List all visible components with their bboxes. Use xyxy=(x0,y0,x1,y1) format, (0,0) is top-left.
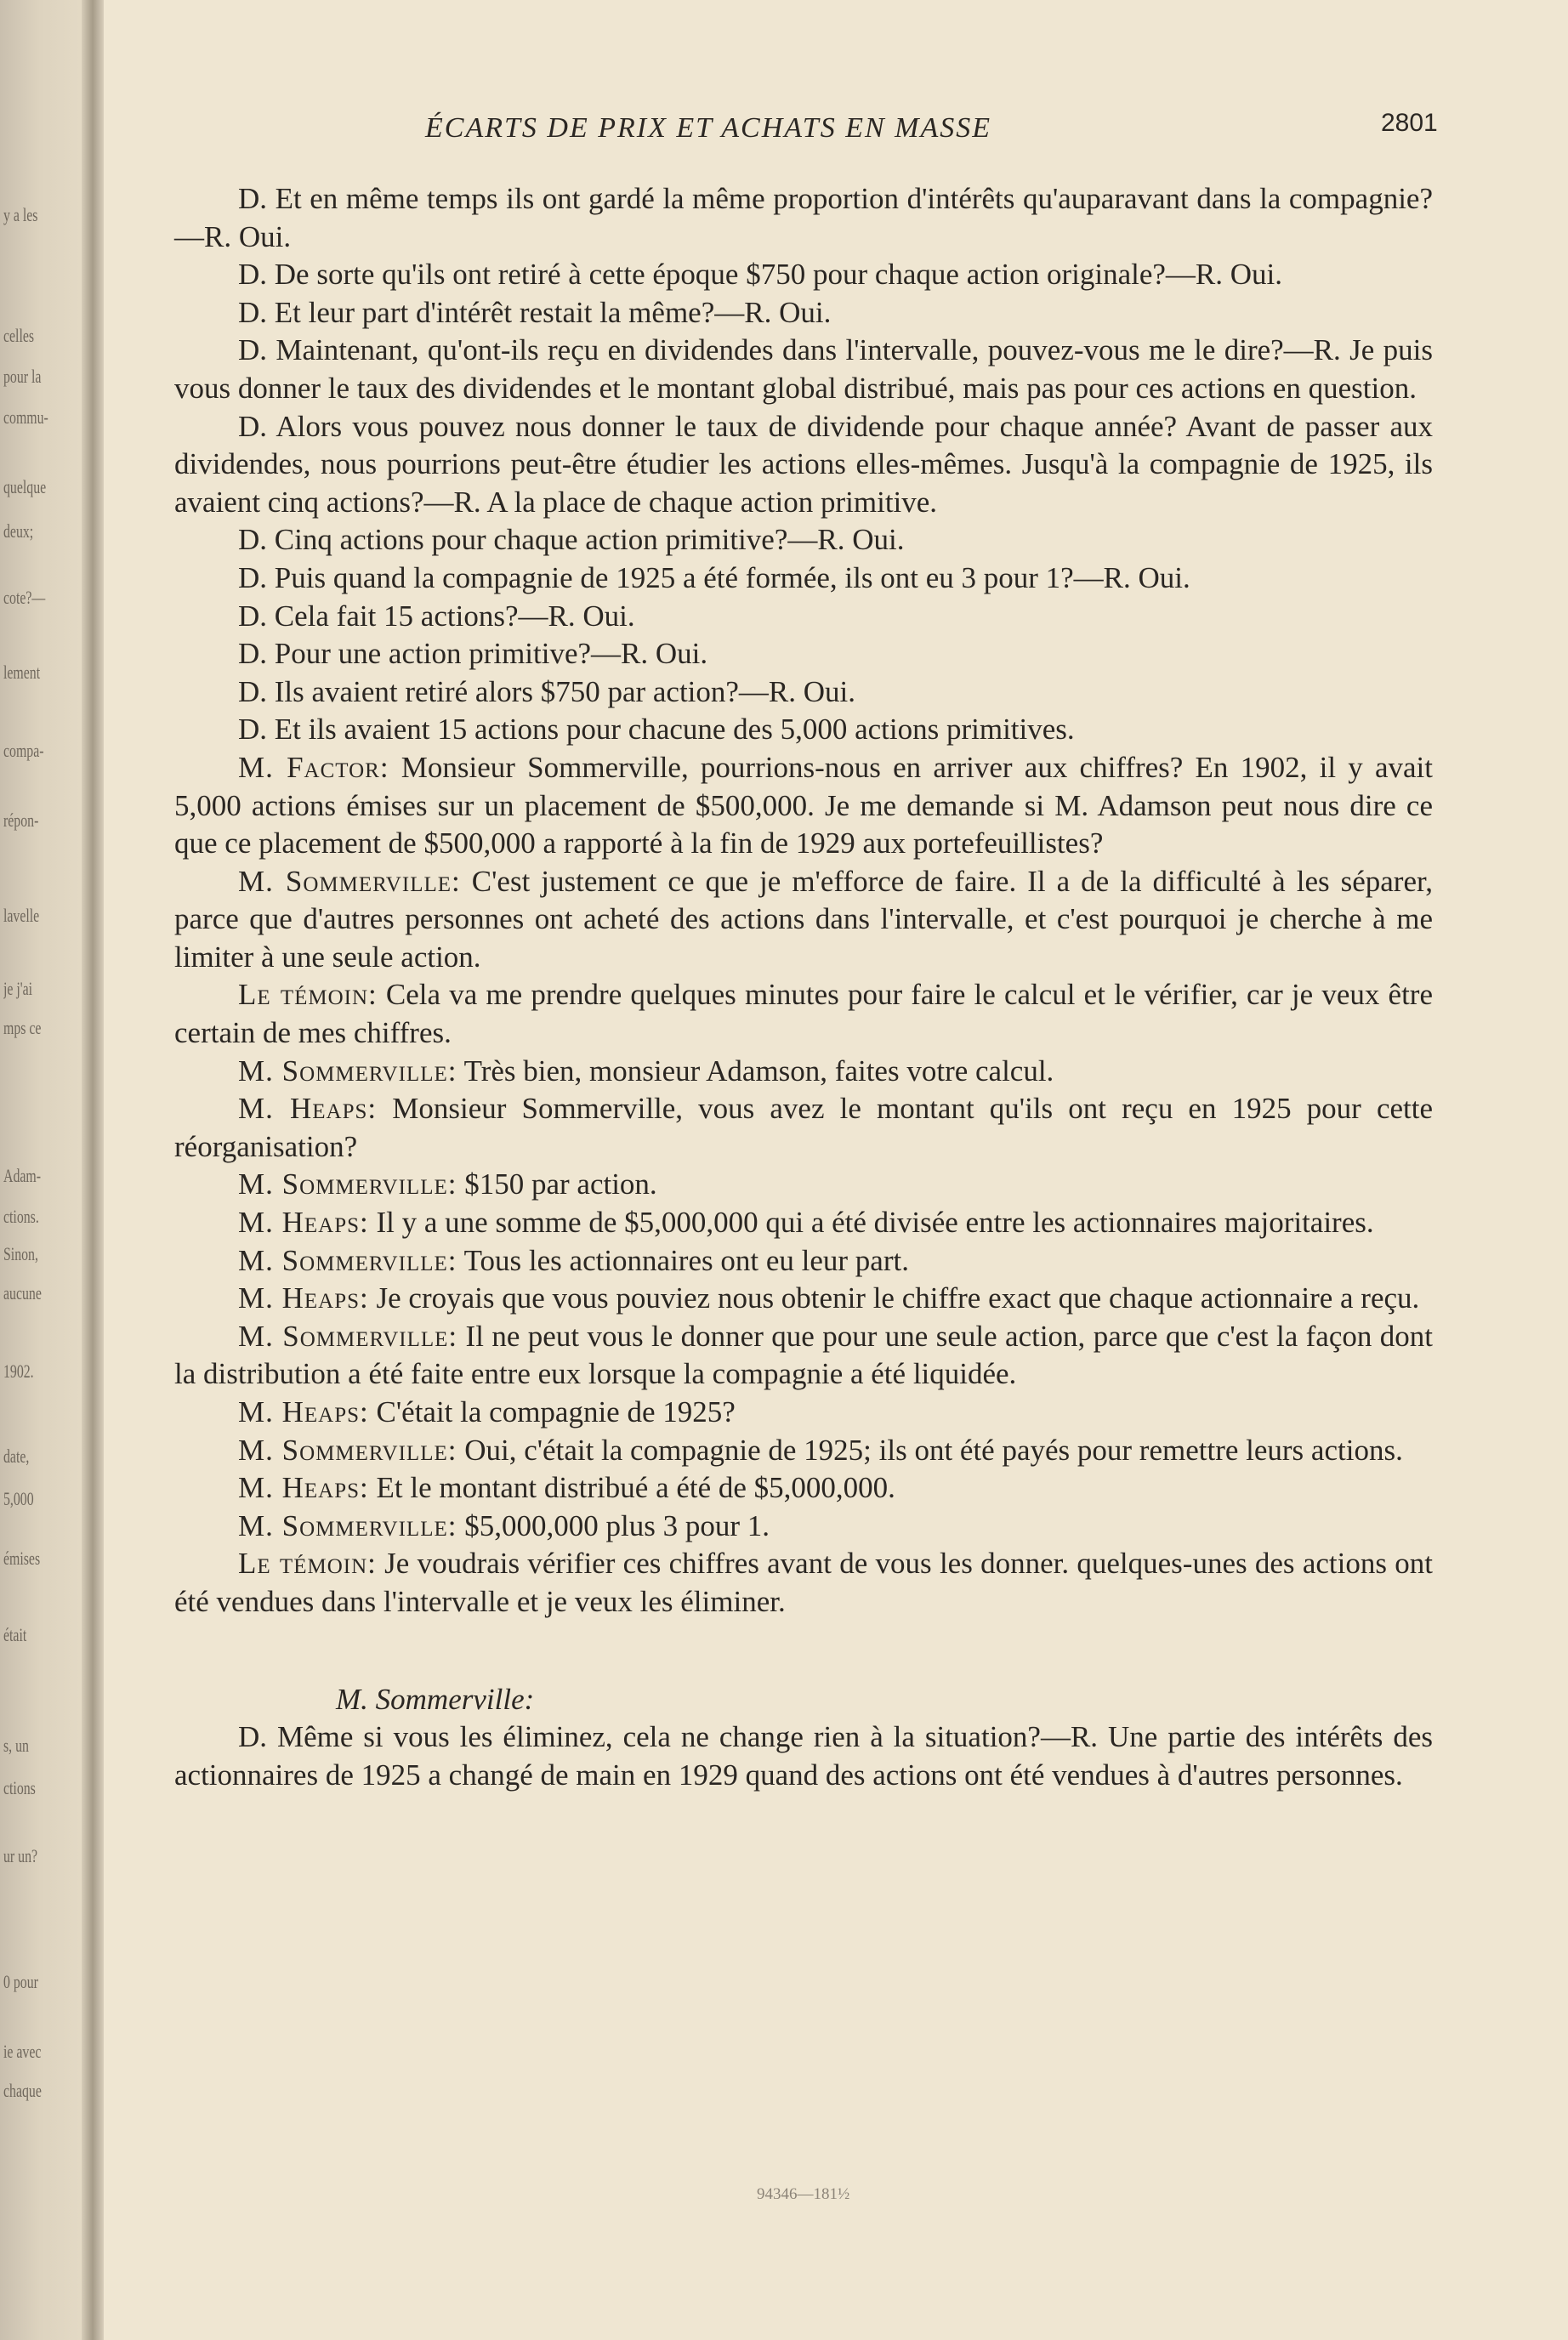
paragraph-text: D. Et ils avaient 15 actions pour chacune des 5,000 actions primitives. xyxy=(238,713,1075,747)
transcript-paragraph xyxy=(174,1204,1433,1242)
margin-fragment: 0 pour xyxy=(3,1971,38,1992)
paragraph-text: Je croyais que vous pouviez nous obtenir le chiffre exact que chaque actionnaire a reçu. xyxy=(376,1281,1420,1315)
margin-fragment: était xyxy=(3,1624,27,1645)
margin-fragment: pour la xyxy=(3,366,42,387)
paragraph-text: D. Cela fait 15 actions?—R. Oui. xyxy=(238,599,635,633)
transcript-paragraph xyxy=(174,863,1433,977)
transcript-paragraph xyxy=(174,294,1433,332)
speaker-name: M. Heaps: xyxy=(238,1092,378,1126)
transcript-paragraph xyxy=(174,1166,1433,1204)
transcript-paragraph xyxy=(174,749,1433,863)
paragraph-text: D. De sorte qu'ils ont retiré à cette époque $750 pour chaque action originale?—R. Oui. xyxy=(238,258,1283,292)
transcript-paragraph xyxy=(174,256,1433,294)
transcript-paragraph xyxy=(174,521,1433,559)
paragraph-text: $5,000,000 plus 3 pour 1. xyxy=(464,1508,770,1542)
transcript-paragraph xyxy=(174,1508,1433,1546)
margin-fragment: mps ce xyxy=(3,1017,42,1038)
speaker-name: Le témoin: xyxy=(238,978,378,1012)
margin-fragment: quelque xyxy=(3,476,47,497)
paragraph-text: Il y a une somme de $5,000,000 qui a été divisée entre les actionnaires majoritaires. xyxy=(376,1206,1374,1240)
transcript-paragraph xyxy=(174,598,1433,636)
page-body xyxy=(174,180,1433,1794)
paragraph-text: Monsieur Sommerville, vous avez le montant qu'ils ont reçu en 1925 pour cette réorganisation? xyxy=(174,1092,1433,1163)
paragraph-text: Oui, c'était la compagnie de 1925; ils ont été payés pour remettre leurs actions. xyxy=(464,1433,1403,1467)
transcript-paragraph xyxy=(174,1545,1433,1621)
book-binding-shadow xyxy=(82,0,104,2340)
paragraph-text: D. Pour une action primitive?—R. Oui. xyxy=(238,637,708,671)
speaker-name: Le témoin: xyxy=(238,1547,377,1581)
speaker-name: M. Heaps: xyxy=(238,1206,369,1240)
transcript-paragraph xyxy=(174,1053,1433,1091)
transcript-paragraph xyxy=(174,1090,1433,1166)
margin-fragment: date, xyxy=(3,1445,30,1467)
speaker-name: M. Sommerville: xyxy=(238,1054,457,1088)
transcript-paragraph xyxy=(174,976,1433,1052)
transcript-paragraph xyxy=(174,1469,1433,1508)
margin-fragment: ctions. xyxy=(3,1206,39,1227)
speaker-name: M. Heaps: xyxy=(238,1395,369,1428)
margin-fragment: s, un xyxy=(3,1735,29,1756)
speaker-name: M. Sommerville: xyxy=(238,1433,457,1467)
section-paragraph-list xyxy=(174,1718,1433,1794)
transcript-paragraph xyxy=(174,1394,1433,1432)
margin-fragment: deux; xyxy=(3,520,34,542)
paragraph-text: D. Et en même temps ils ont gardé la même proportion d'intérêts qu'auparavant dans la compagnie?—R. Oui. xyxy=(174,182,1433,253)
transcript-paragraph xyxy=(174,1242,1433,1281)
paragraph-text: D. Et leur part d'intérêt restait la même?—R. Oui. xyxy=(238,295,832,329)
transcript-paragraph xyxy=(174,1432,1433,1470)
margin-fragment: 5,000 xyxy=(3,1488,34,1509)
margin-fragment: je j'ai xyxy=(3,978,33,999)
paragraph-text: Je voudrais vérifier ces chiffres avant de vous les donner. quelques-unes des actions ont été vendues dans l'intervalle et je veux les éliminer. xyxy=(174,1547,1433,1618)
transcript-paragraph xyxy=(174,559,1433,598)
speaker-name: M. Sommerville: xyxy=(238,1508,457,1542)
paragraph-text: C'est justement ce que je m'efforce de faire. Il a de la difficulté à les séparer, parce que d'autres personnes ont acheté des actions dans l'intervalle, et c'est pourquoi je cherche à me limiter à une seule action. xyxy=(174,864,1433,974)
transcript-paragraph xyxy=(174,635,1433,673)
paragraph-text: D. Ils avaient retiré alors $750 par action?—R. Oui. xyxy=(238,674,856,708)
paragraph-text: Cela va me prendre quelques minutes pour faire le calcul et le vérifier, car je veux être certain de mes chiffres. xyxy=(174,978,1433,1050)
speaker-name: M. Sommerville: xyxy=(238,1243,457,1277)
margin-fragment: 1902. xyxy=(3,1360,34,1382)
section-speaker-heading: M. Sommerville: xyxy=(336,1682,535,1716)
speaker-name: M. Sommerville: xyxy=(238,1167,457,1201)
margin-fragment: Sinon, xyxy=(3,1243,38,1264)
speaker-name: M. Sommerville: xyxy=(238,1319,458,1353)
margin-fragment: répon- xyxy=(3,809,39,831)
margin-fragment: commu- xyxy=(3,406,48,428)
transcript-paragraph xyxy=(174,711,1433,749)
paragraph-text: D. Cinq actions pour chaque action primitive?—R. Oui. xyxy=(238,523,905,557)
transcript-paragraph xyxy=(174,1718,1433,1794)
paragraph-text: Monsieur Sommerville, pourrions-nous en arriver aux chiffres? En 1902, il y avait 5,000 actions émises sur un placement de $500,000. Je me demande si M. Adamson peut nous dire ce que ce placement de $500,000 a rapporté à la fin de 1929 aux portefeuillistes? xyxy=(174,750,1434,860)
margin-fragment: y a les xyxy=(3,204,38,225)
transcript-paragraph xyxy=(174,1280,1433,1318)
transcript-paragraph xyxy=(174,408,1433,522)
running-head-title: ÉCARTS DE PRIX ET ACHATS EN MASSE xyxy=(425,112,992,144)
paragraph-text: D. Maintenant, qu'ont-ils reçu en dividendes dans l'intervalle, pouvez-vous me le dire?—R. Je puis vous donner le taux des dividendes et le montant global distribué, mais pas pour ces actions en question. xyxy=(174,333,1433,405)
speaker-name: M. Heaps: xyxy=(238,1281,369,1315)
margin-fragment: lement xyxy=(3,662,41,683)
printer-signature-code: 94346—181½ xyxy=(757,2185,850,2203)
paragraph-text: Tous les actionnaires ont eu leur part. xyxy=(463,1243,909,1277)
paragraph-text: D. Puis quand la compagnie de 1925 a été formée, ils ont eu 3 pour 1?—R. Oui. xyxy=(238,560,1190,594)
paragraph-text: C'était la compagnie de 1925? xyxy=(376,1395,736,1428)
paragraph-text: Il ne peut vous le donner que pour une seule action, parce que c'est la façon dont la distribution a été faite entre eux lorsque la compagnie a été liquidée. xyxy=(174,1319,1434,1391)
margin-fragment: ctions xyxy=(3,1777,36,1798)
paragraph-text: $150 par action. xyxy=(464,1167,657,1201)
page-number: 2801 xyxy=(1381,109,1438,137)
margin-fragment: compa- xyxy=(3,740,44,761)
paragraph-text: D. Alors vous pouvez nous donner le taux de dividende pour chaque année? Avant de passer aux dividendes, nous pourrions peut-être étudier les actions elles-mêmes. Jusqu'à la compagnie de 1925, ils avaient cinq actions?—R. A la place de chaque action primitive. xyxy=(174,409,1433,519)
speaker-name: M. Heaps: xyxy=(238,1471,369,1505)
paragraph-text: D. Même si vous les éliminez, cela ne change rien à la situation?—R. Une partie des intérêts des actionnaires de 1925 a changé de main en 1929 quand des actions ont été vendues à d'autres personnes. xyxy=(174,1720,1433,1792)
paragraph-list xyxy=(174,180,1433,1622)
margin-fragment: aucune xyxy=(3,1282,42,1303)
margin-fragment: ie avec xyxy=(3,2041,42,2062)
margin-fragment: émises xyxy=(3,1548,41,1569)
paragraph-text: Très bien, monsieur Adamson, faites votre calcul. xyxy=(463,1054,1054,1088)
paragraph-text: Et le montant distribué a été de $5,000,000. xyxy=(376,1471,895,1505)
margin-fragment: Adam- xyxy=(3,1165,41,1186)
margin-fragment: cote?— xyxy=(3,587,46,608)
margin-fragment: lavelle xyxy=(3,905,40,926)
transcript-paragraph xyxy=(174,332,1433,407)
margin-fragment: chaque xyxy=(3,2080,42,2101)
speaker-name: M. Factor: xyxy=(238,750,389,784)
transcript-paragraph xyxy=(174,1318,1433,1394)
margin-fragment: ur un? xyxy=(3,1845,38,1866)
margin-fragment: celles xyxy=(3,325,35,346)
transcript-paragraph xyxy=(174,673,1433,712)
transcript-paragraph xyxy=(174,180,1433,256)
speaker-name: M. Sommerville: xyxy=(238,864,461,898)
